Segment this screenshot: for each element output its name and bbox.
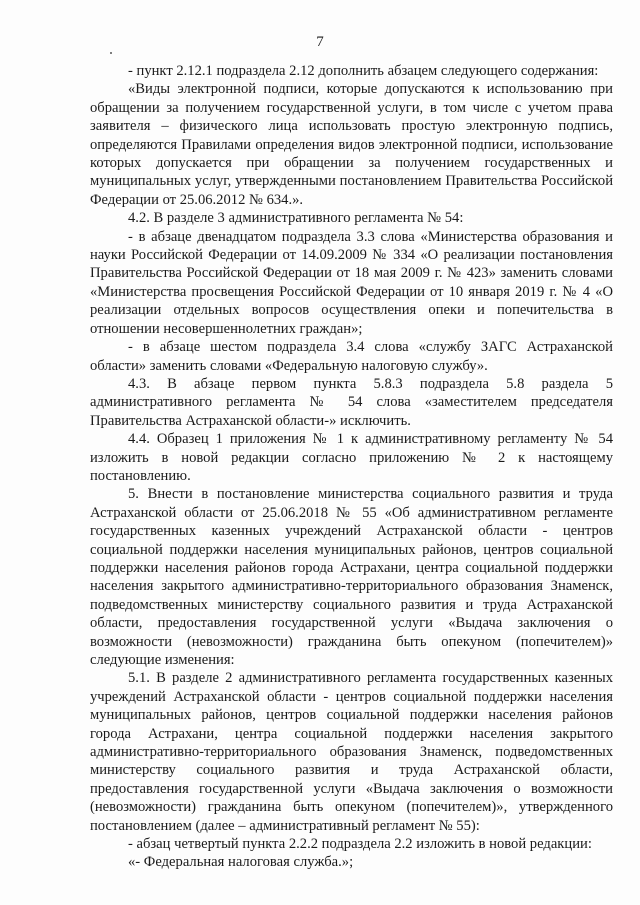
scan-speck	[110, 52, 112, 54]
paragraph-4-4: 4.4. Образец 1 приложения № 1 к административному регламенту № 54 изложить в новой редакции согласно приложению № 2 к настоящему постановлению.	[90, 431, 613, 484]
paragraph-4-2-subsection-3-3: - в абзаце двенадцатом подраздела 3.3 слова «Министерства образования и науки Российской Федерации от 14.09.2009 № 334 «О реализации постановления Правительства Российской Федерации от 18 мая 2009 г. № 423» заменить словами «Министерства просвещения Российской Федерации от 10 января 2019 г. № 4 «О реализации отдельных вопросов осуществления опеки и попечительства в отношении несовершеннолетних граждан»;	[90, 228, 613, 337]
paragraph-4-2: 4.2. В разделе 3 административного регламента № 54:	[128, 210, 464, 227]
page-number: 7	[316, 34, 324, 50]
paragraph-5: 5. Внести в постановление министерства социального развития и труда Астраханской области от 25.06.2018 № 55 «Об административном регламенте государственных казенных учреждений Астраханской области - центров социальной поддержки населения муниципальных районов, центров социальной поддержки населения районов города Астрахани, центра социальной поддержки населения закрытого административно-территориального образования Знаменск, подведомственных министерству социального развития и труда Астраханской области, предоставления государственной услуги «Выдача заключения о возможности (невозможности) гражданина быть опекуном (попечителем)» следующие изменения:	[90, 486, 613, 668]
paragraph-2-2-2: - абзац четвертый пункта 2.2.2 подраздела 2.2 изложить в новой редакции:	[128, 836, 592, 853]
paragraph-item-2-12-1: - пункт 2.12.1 подраздела 2.12 дополнить абзацем следующего содержания:	[128, 63, 599, 79]
paragraph-quote-signature-types: «Виды электронной подписи, которые допускаются к использованию при обращении за получением государственной услуги, в том числе с учетом права заявителя – физического лица использовать простую электронную подпись, определяются Правилами определения видов электронной подписи, использование которых допускается при обращении за получением государственных и муниципальных услуг, утвержденными постановлением Правительства Российской Федерации от 25.06.2012 № 634.».	[90, 81, 613, 208]
paragraph-quote-tax-service: «- Федеральная налоговая служба.»;	[128, 854, 354, 871]
paragraph-5-1: 5.1. В разделе 2 административного регламента государственных казенных учреждений Астраханской области - центров социальной поддержки населения муниципальных районов, центров социальной поддержки населения районов города Астрахани, центра социальной поддержки населения закрытого административно-территориального образования Знаменск, подведомственных министерству социального развития и труда Астраханской области, предоставления государственной услуги «Выдача заключения о возможности (невозможности) гражданина быть опекуном (попечителем)», утвержденного постановлением (далее – административный регламент № 55):	[90, 670, 613, 834]
paragraph-4-2-subsection-3-4: - в абзаце шестом подраздела 3.4 слова «службу ЗАГС Астраханской области» заменить словами «Федеральную налоговую службу».	[90, 339, 613, 374]
paragraph-4-3: 4.3. В абзаце первом пункта 5.8.3 подраздела 5.8 раздела 5 административного регламента № 54 слова «заместителем председателя Правительства Астраханской области-» исключить.	[90, 375, 613, 429]
document-body	[90, 62, 613, 872]
